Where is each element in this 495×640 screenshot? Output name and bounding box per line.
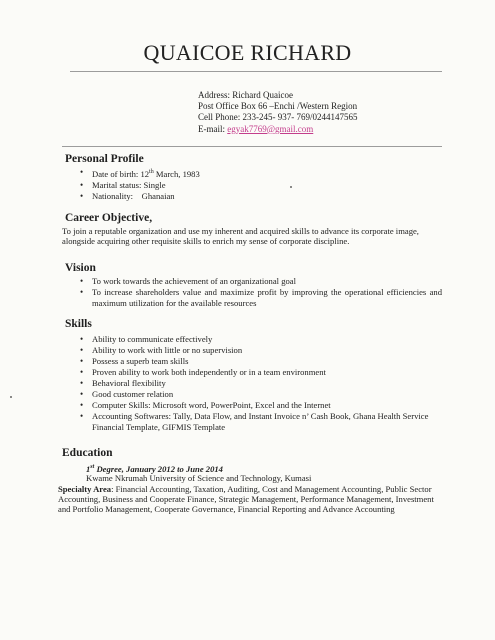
title-divider xyxy=(70,71,442,72)
skill-item: • Good customer relation xyxy=(80,389,442,400)
education-heading: Education xyxy=(62,447,113,459)
post-office-line: Post Office Box 66 –Enchi /Western Region xyxy=(198,101,358,112)
resume-name: QUAICOE RICHARD xyxy=(143,40,352,65)
dob-item: • Date of birth: 12th March, 1983 xyxy=(80,167,380,180)
vision-item: • To increase shareholders value and maximize profit by improving the operational efficiencies and maximum utilization for the available resources xyxy=(80,287,442,309)
skill-item: • Possess a superb team skills xyxy=(80,356,442,367)
personal-profile-list xyxy=(80,167,380,202)
skill-item: • Computer Skills: Microsoft word, PowerPoint, Excel and the Internet xyxy=(80,400,442,411)
skill-item: • Behavioral flexibility xyxy=(80,378,442,389)
specialty-area xyxy=(58,484,442,514)
skill-item: • Accounting Softwares: Tally, Data Flow, and Instant Invoice n’ Cash Book, Ghana Health Service Financial Template, GIFMIS Template xyxy=(80,411,442,433)
personal-profile-heading: Personal Profile xyxy=(65,153,144,165)
marital-status-item: • Marital status: Single xyxy=(80,180,380,191)
vision-list xyxy=(80,276,442,309)
scan-speck xyxy=(10,396,12,398)
skill-item: • Ability to communicate effectively xyxy=(80,334,442,345)
skills-heading: Skills xyxy=(65,318,92,330)
email-label: E-mail: xyxy=(198,123,228,134)
address-line: Address: Richard Quaicoe xyxy=(198,90,293,100)
specialty-label: Specialty Area xyxy=(58,484,112,494)
contact-block xyxy=(198,90,358,135)
skill-item: • Proven ability to work both independently or in a team environment xyxy=(80,367,442,378)
scan-speck xyxy=(290,186,292,188)
degree-line: 1st Degree, January 2012 to June 2014 xyxy=(86,463,223,474)
specialty-text: : Financial Accounting, Taxation, Auditing, Cost and Management Accounting, Public Sector Accounting, Business and Cooperate Finance, Strategic Management, Performance Management, Investment and Portfolio Management, Cooperate Governance, Financial Reporting and Advance Accounting xyxy=(58,484,434,514)
university-line: Kwame Nkrumah University of Science and Technology, Kumasi xyxy=(86,473,312,483)
cell-phone-line: Cell Phone: 233-245- 937- 769/0244147565 xyxy=(198,112,358,123)
email-link[interactable]: egyak7769@gmail.com xyxy=(227,123,314,134)
skills-list xyxy=(80,334,442,433)
email-line xyxy=(198,124,358,135)
skill-item: • Ability to work with little or no supervision xyxy=(80,345,442,356)
career-objective-text: To join a reputable organization and use my inherent and acquired skills to advance its corporate image, alongside acquiring other requisite skills to enrich my sense of corporate discipline. xyxy=(62,226,419,246)
nationality-item: • Nationality: Ghanaian xyxy=(80,191,380,202)
contact-divider xyxy=(62,146,442,147)
career-objective-heading: Career Objective, xyxy=(65,212,153,224)
vision-heading: Vision xyxy=(65,262,96,274)
vision-item: • To work towards the achievement of an organizational goal xyxy=(80,276,442,287)
